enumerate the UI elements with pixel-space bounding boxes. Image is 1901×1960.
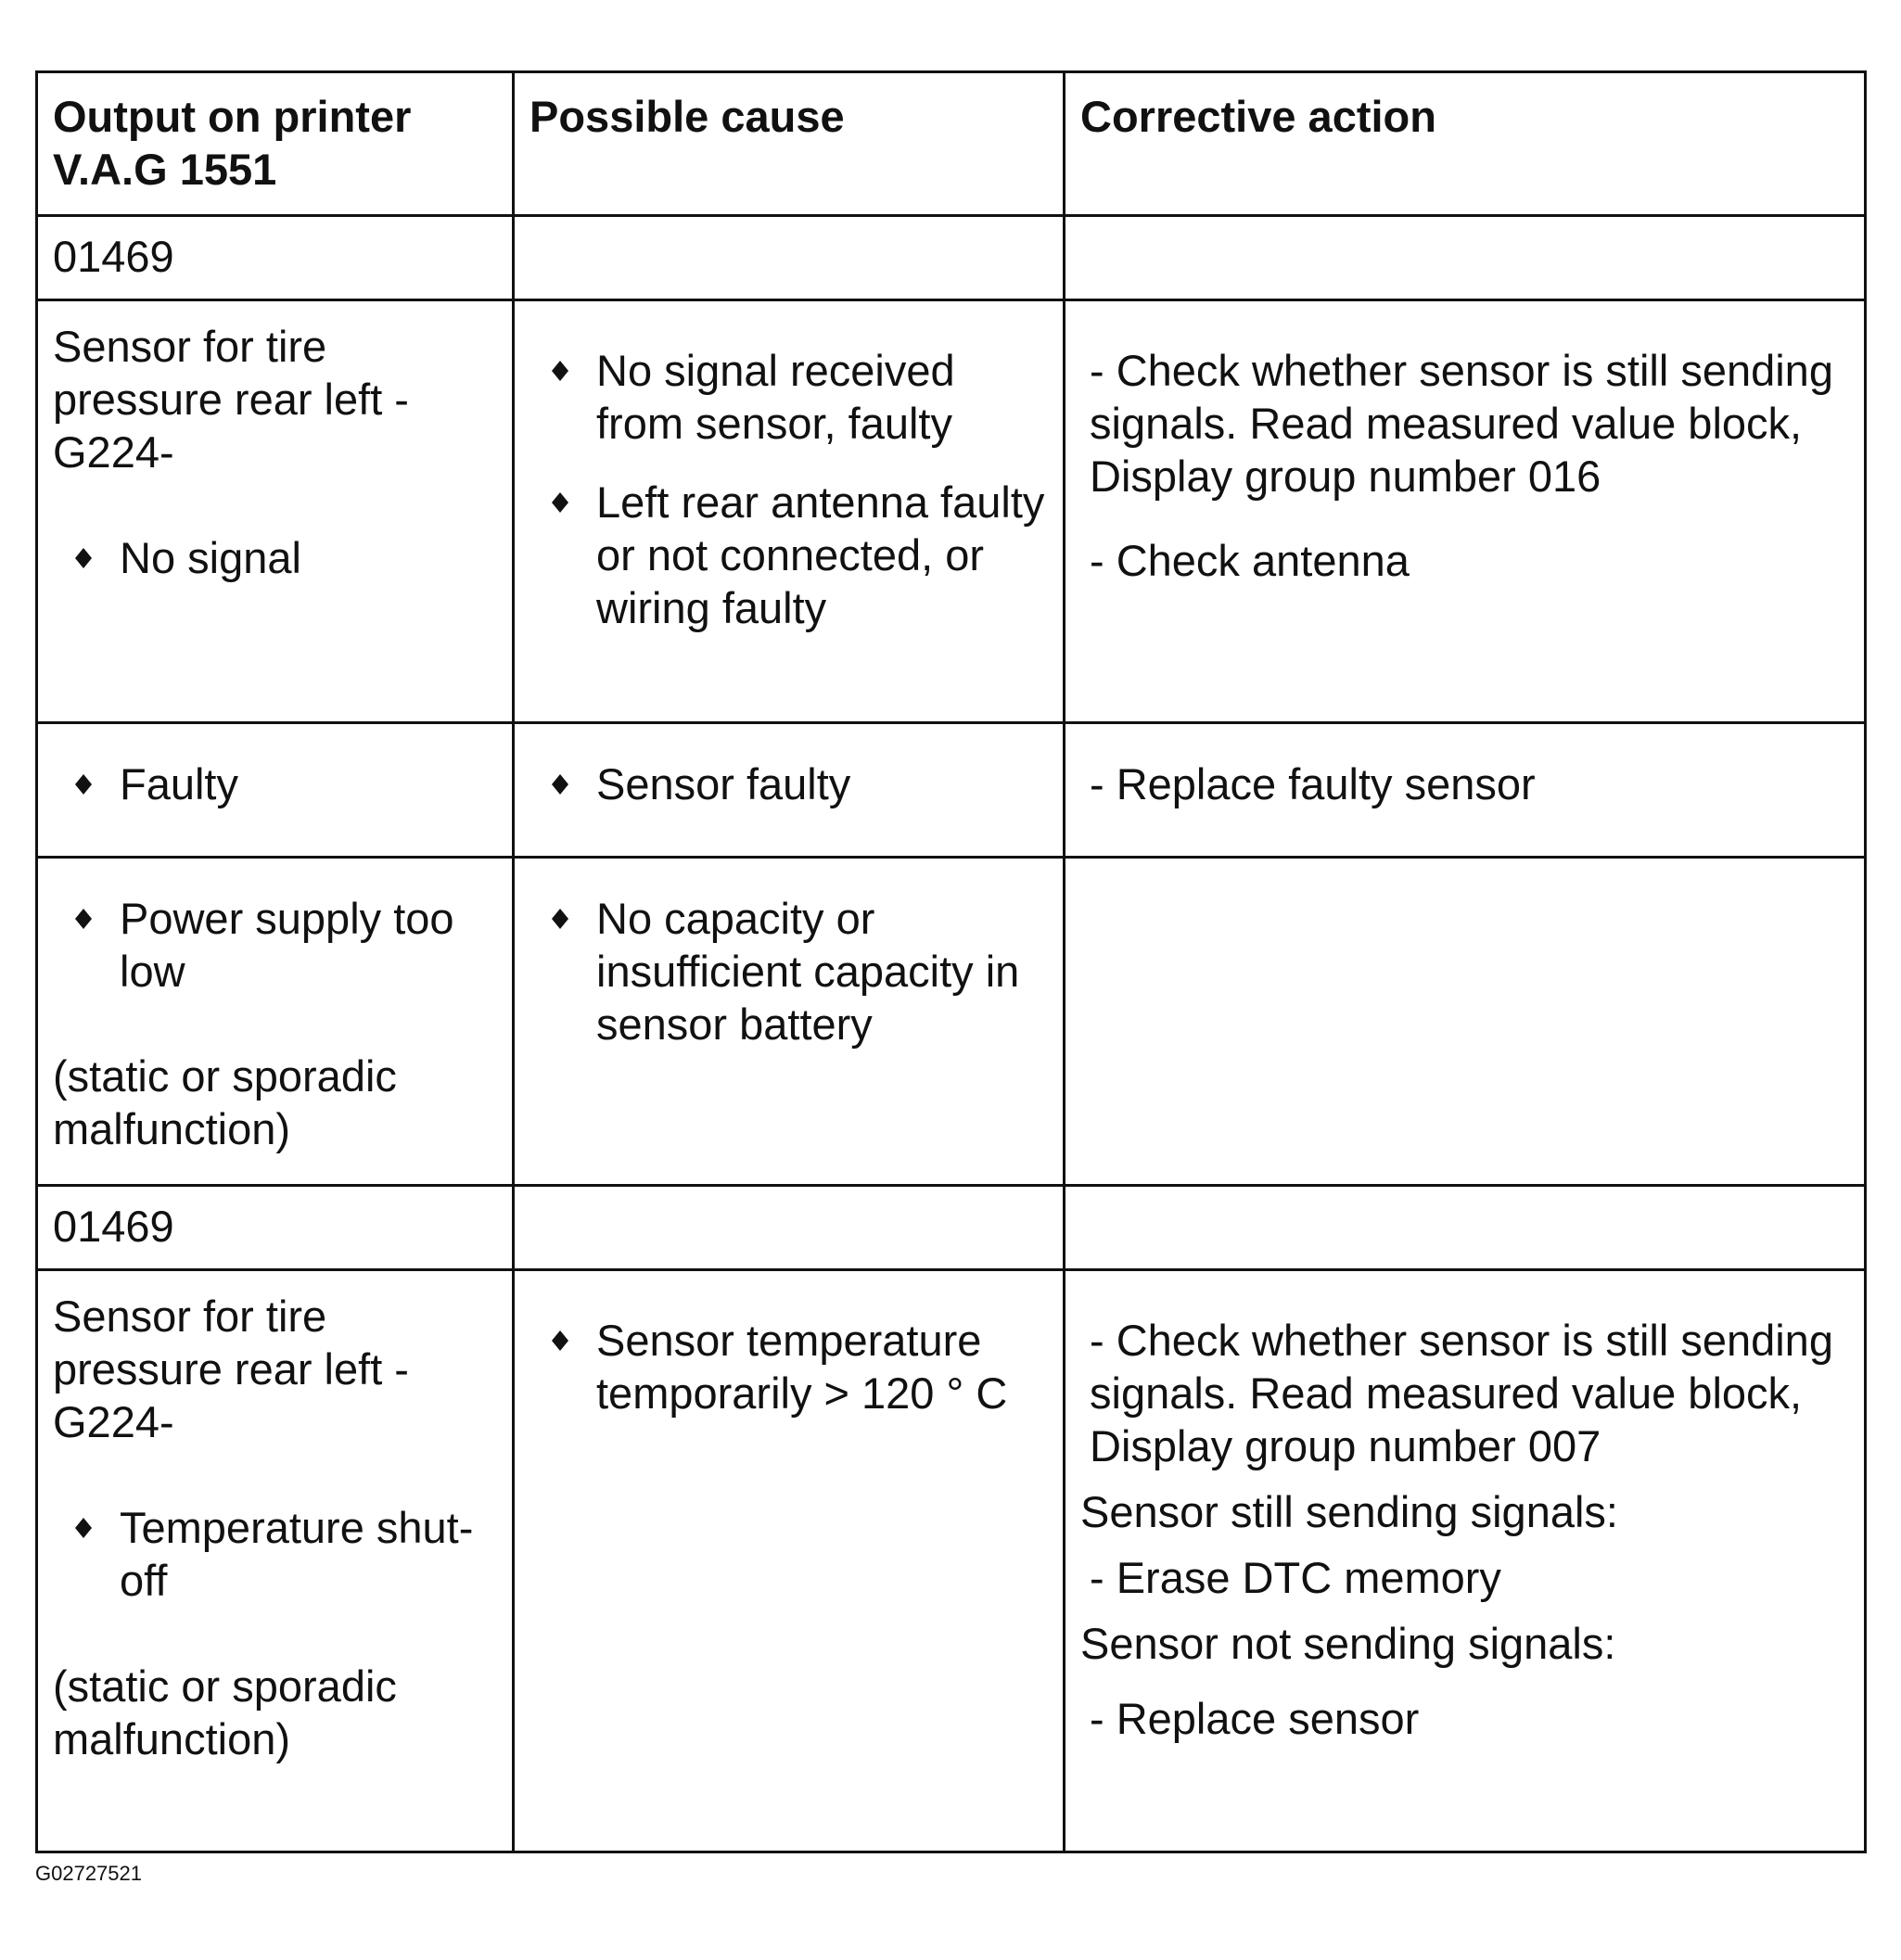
header-action: Corrective action: [1065, 72, 1866, 216]
output-note: (static or sporadic malfunction): [53, 1661, 397, 1763]
output-bullet: Power supply too low: [120, 894, 454, 996]
header-cause: Possible cause: [514, 72, 1065, 216]
action-text: - Replace sensor: [1090, 1694, 1420, 1743]
cause-cell: [514, 723, 1065, 858]
empty-cell: [1065, 858, 1866, 1186]
output-bullet: No signal: [120, 533, 301, 582]
output-cell: [37, 858, 514, 1186]
output-bullet: Temperature shut-off: [120, 1503, 474, 1605]
output-title: Sensor for tire pressure rear left - G224-: [53, 1292, 409, 1446]
output-title: Sensor for tire pressure rear left - G224-: [53, 322, 409, 477]
fault-code: 01469: [37, 1186, 514, 1270]
diamond-bullet-icon: [75, 548, 92, 568]
diamond-bullet-icon: [75, 1518, 92, 1538]
diamond-bullet-icon: [552, 1330, 568, 1351]
action-cell: [1065, 1270, 1866, 1852]
table-row: [37, 216, 1866, 300]
condition-label: Sensor not sending signals:: [1080, 1619, 1616, 1668]
empty-cell: [514, 1186, 1065, 1270]
table-row: [37, 1270, 1866, 1852]
cause-text: Sensor faulty: [596, 759, 851, 808]
output-cell: [37, 300, 514, 723]
table-row: [37, 723, 1866, 858]
list-item: [529, 476, 1048, 634]
list-item: [53, 892, 497, 998]
table-row: [37, 1186, 1866, 1270]
table-header-row: [37, 72, 1866, 216]
list-item: [53, 531, 497, 584]
cause-text: Left rear antenna faulty or not connected, or wiring faulty: [596, 477, 1045, 632]
empty-cell: [1065, 1186, 1866, 1270]
cause-text: Sensor temperature temporarily > 120 ° C: [596, 1316, 1008, 1418]
diamond-bullet-icon: [552, 492, 568, 513]
output-cell: [37, 723, 514, 858]
action-cell: [1065, 723, 1866, 858]
action-text: - Check whether sensor is still sending signals. Read measured value block, Display group number 016: [1090, 346, 1833, 501]
action-text: - Erase DTC memory: [1090, 1553, 1501, 1602]
list-item: [53, 1501, 497, 1607]
cause-cell: [514, 1270, 1065, 1852]
output-bullet: Faulty: [120, 759, 238, 808]
diamond-bullet-icon: [552, 909, 568, 929]
list-item: [529, 757, 1048, 810]
output-note: (static or sporadic malfunction): [53, 1051, 397, 1153]
cause-text: No signal received from sensor, faulty: [596, 346, 955, 448]
cause-cell: [514, 300, 1065, 723]
diamond-bullet-icon: [552, 361, 568, 381]
action-text: - Check antenna: [1090, 536, 1410, 585]
cause-text: No capacity or insufficient capacity in sensor battery: [596, 894, 1020, 1049]
fault-code: 01469: [37, 216, 514, 300]
diamond-bullet-icon: [552, 774, 568, 795]
output-cell: [37, 1270, 514, 1852]
table-row: [37, 858, 1866, 1186]
diamond-bullet-icon: [75, 909, 92, 929]
figure-id: G02727521: [35, 1862, 142, 1885]
list-item: [529, 892, 1048, 1050]
list-item: [53, 757, 497, 810]
list-item: [529, 1314, 1048, 1419]
diamond-bullet-icon: [75, 774, 92, 795]
cause-cell: [514, 858, 1065, 1186]
action-text: - Check whether sensor is still sending signals. Read measured value block, Display group number 007: [1090, 1316, 1833, 1470]
table-row: [37, 300, 1866, 723]
diagnostic-table: [35, 70, 1867, 1853]
header-output: Output on printer V.A.G 1551: [37, 72, 514, 216]
empty-cell: [1065, 216, 1866, 300]
action-text: - Replace faulty sensor: [1090, 759, 1536, 808]
action-cell: [1065, 300, 1866, 723]
list-item: [529, 344, 1048, 450]
empty-cell: [514, 216, 1065, 300]
condition-label: Sensor still sending signals:: [1080, 1487, 1618, 1536]
